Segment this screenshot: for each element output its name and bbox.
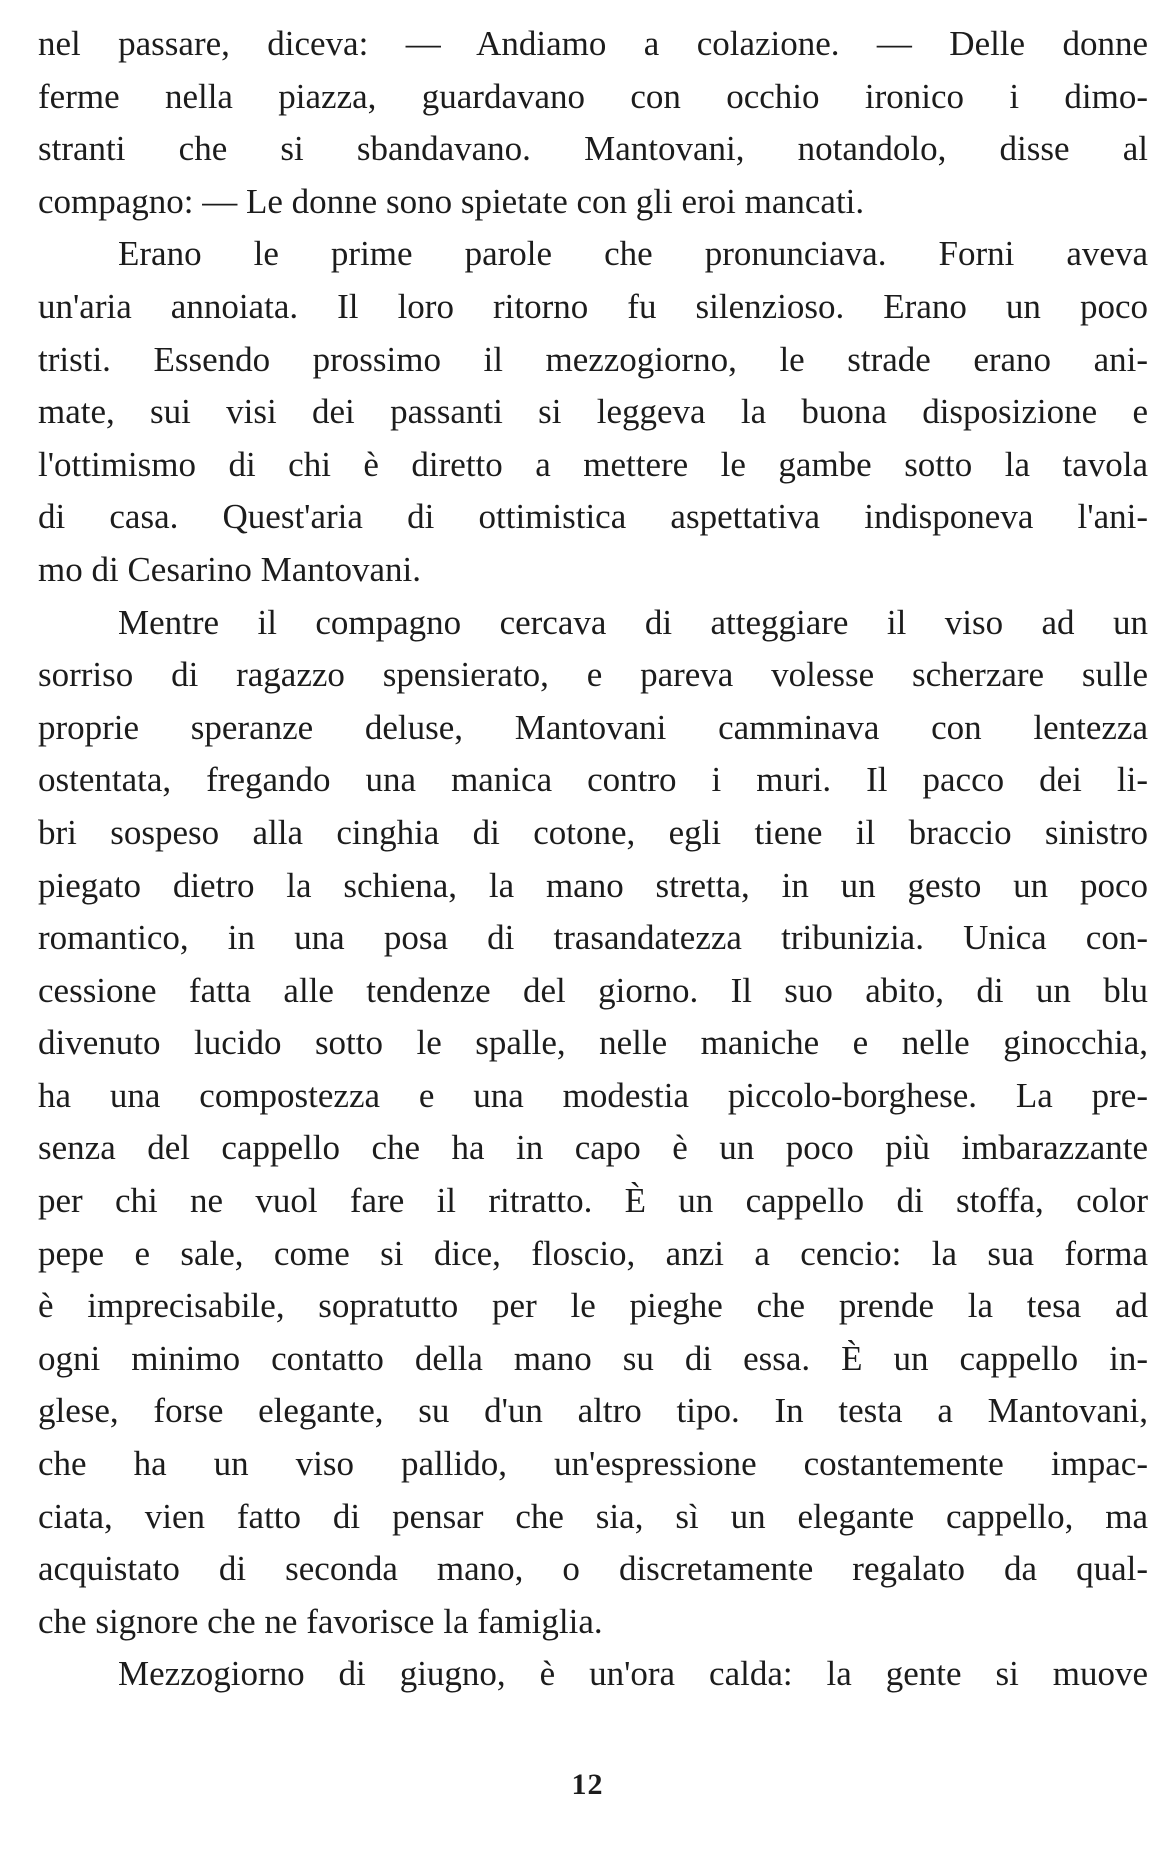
paragraph (38, 1648, 1148, 1701)
paragraph (38, 228, 1148, 596)
text-line: che signore che ne favorisce la famiglia. (38, 1601, 603, 1641)
text-line: bri sospeso alla cinghia di cotone, egli tiene il braccio sinistro (38, 812, 1148, 852)
body-text (38, 18, 1148, 1701)
text-line: Erano le prime parole che pronunciava. Forni aveva (118, 234, 1148, 274)
text-line: Mezzogiorno di giugno, è un'ora calda: la gente si muove (118, 1654, 1148, 1694)
text-line: glese, forse elegante, su d'un altro tipo. In testa a Mantovani, (38, 1391, 1148, 1431)
text-line: di casa. Quest'aria di ottimistica aspettativa indisponeva l'ani- (38, 497, 1148, 537)
text-line: l'ottimismo di chi è diretto a mettere le gambe sotto la tavola (38, 444, 1148, 484)
text-line: ferme nella piazza, guardavano con occhio ironico i dimo- (38, 76, 1148, 116)
text-line: ogni minimo contatto della mano su di essa. È un cappello in- (38, 1338, 1148, 1378)
text-line: senza del cappello che ha in capo è un poco più imbarazzante (38, 1128, 1148, 1168)
text-line: mo di Cesarino Mantovani. (38, 549, 422, 589)
text-line: sorriso di ragazzo spensierato, e pareva volesse scherzare sulle (38, 655, 1148, 695)
text-line: cessione fatta alle tendenze del giorno. Il suo abito, di un blu (38, 970, 1148, 1010)
paragraph (38, 597, 1148, 1649)
text-line: nel passare, diceva: — Andiamo a colazione. — Delle donne (38, 24, 1148, 63)
text-line: stranti che si sbandavano. Mantovani, notandolo, disse al (38, 129, 1148, 169)
text-line: un'aria annoiata. Il loro ritorno fu silenzioso. Erano un poco (38, 286, 1148, 326)
text-line: ostentata, fregando una manica contro i muri. Il pacco dei li- (38, 760, 1148, 800)
text-line: Mentre il compagno cercava di atteggiare il viso ad un (118, 602, 1148, 642)
text-line: proprie speranze deluse, Mantovani camminava con lentezza (38, 707, 1148, 747)
text-line: acquistato di seconda mano, o discretamente regalato da qual- (38, 1549, 1148, 1589)
text-line: mate, sui visi dei passanti si leggeva la buona disposizione e (38, 392, 1148, 432)
text-line: romantico, in una posa di trasandatezza tribunizia. Unica con- (38, 918, 1148, 958)
text-line: piegato dietro la schiena, la mano stretta, in un gesto un poco (38, 865, 1148, 905)
text-line: ha una compostezza e una modestia piccolo-borghese. La pre- (38, 1075, 1148, 1115)
text-line: divenuto lucido sotto le spalle, nelle maniche e nelle ginocchia, (38, 1023, 1148, 1063)
text-line: ciata, vien fatto di pensar che sia, sì un elegante cappello, ma (38, 1496, 1148, 1536)
text-line: compagno: — Le donne sono spietate con gli eroi mancati. (38, 181, 865, 221)
text-line: per chi ne vuol fare il ritratto. È un cappello di stoffa, color (38, 1181, 1148, 1221)
text-line: è imprecisabile, sopratutto per le pieghe che prende la tesa ad (38, 1286, 1148, 1326)
text-line: pepe e sale, come si dice, floscio, anzi a cencio: la sua forma (38, 1233, 1148, 1273)
text-line: tristi. Essendo prossimo il mezzogiorno, le strade erano ani- (38, 339, 1148, 379)
paragraph (38, 18, 1148, 228)
page-number: 12 (571, 1768, 604, 1801)
text-line: che ha un viso pallido, un'espressione costantemente impac- (38, 1444, 1148, 1484)
